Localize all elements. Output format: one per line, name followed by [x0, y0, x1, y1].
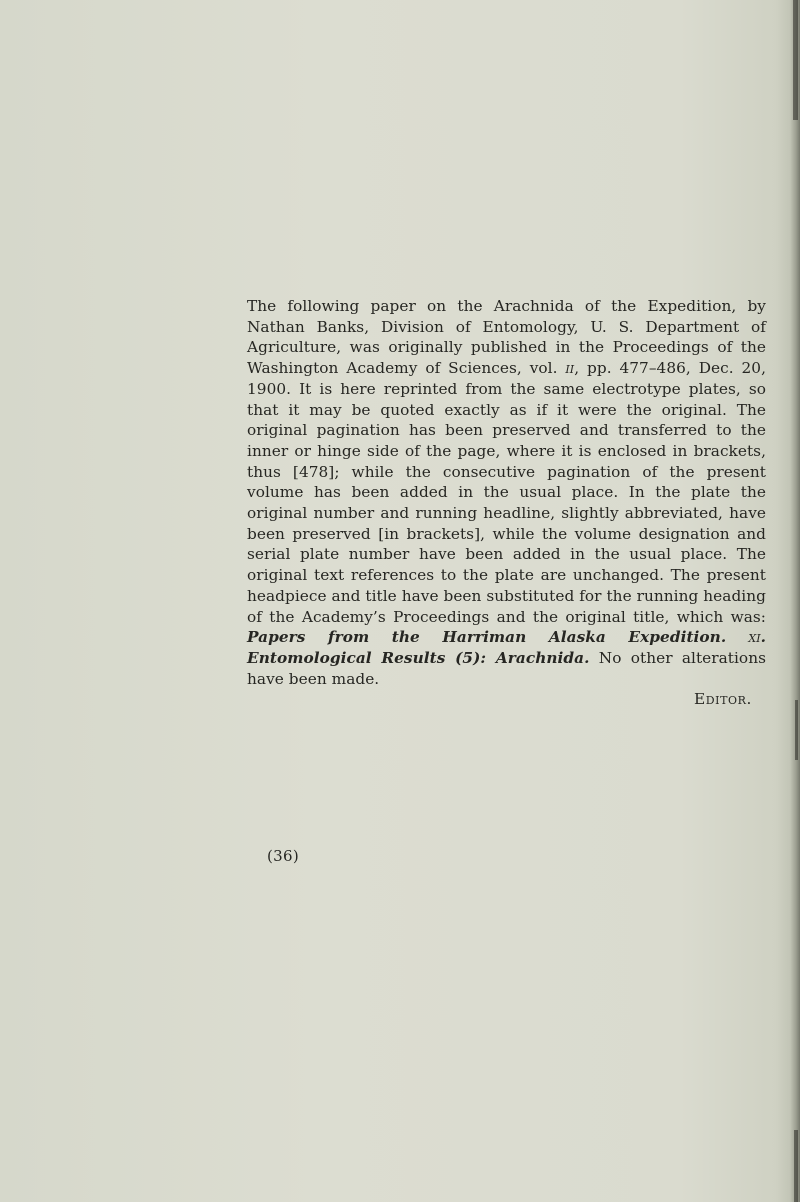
note-text-part3: No other alterations have been made. [247, 648, 766, 688]
note-text-part1: The following paper on the Arachnida of the Expedition, by Nathan Banks, Division of Entomology, U. S. Department of Agriculture, was originally published in the Proceedings of the Washington Academy of Sciences, vol. [247, 297, 766, 378]
page-number: (36) [267, 847, 299, 865]
editorial-note [247, 296, 766, 710]
note-text-part2: , pp. 477–486, Dec. 20, 1900. It is here reprinted from the same electrotype plates, so that it may be quoted exactly as if it were the original. The original pagination has been preserved and transferred to the inner or hinge side of the page, where it is enclosed in brackets, thus [478]; while the consecutive pagination of the present volume has been added in the usual place. In the plate the original number and running headline, slightly abbreviated, have been preserved [in brackets], while the volume designation and serial plate number have been added in the usual place. The original text references to the plate are unchanged. The present headpiece and title have been substituted for the running heading of the Academy’s Proceedings and the original title, which was: [247, 359, 767, 626]
editor-signature: Editor. [693, 690, 752, 709]
note-paragraph [247, 296, 766, 689]
page-edge-shadow [790, 0, 800, 1202]
page-edge-mark [793, 0, 798, 120]
original-title-part2: . Entomological Results (5): Arachnida. [247, 628, 767, 667]
original-title-part1: Papers from the Harriman Alaska Expedition. [247, 628, 727, 647]
page-edge-mark [795, 700, 798, 760]
original-title-roman: xi [748, 628, 761, 647]
volume-number: ii [565, 359, 575, 378]
page-edge-mark [794, 1130, 798, 1202]
